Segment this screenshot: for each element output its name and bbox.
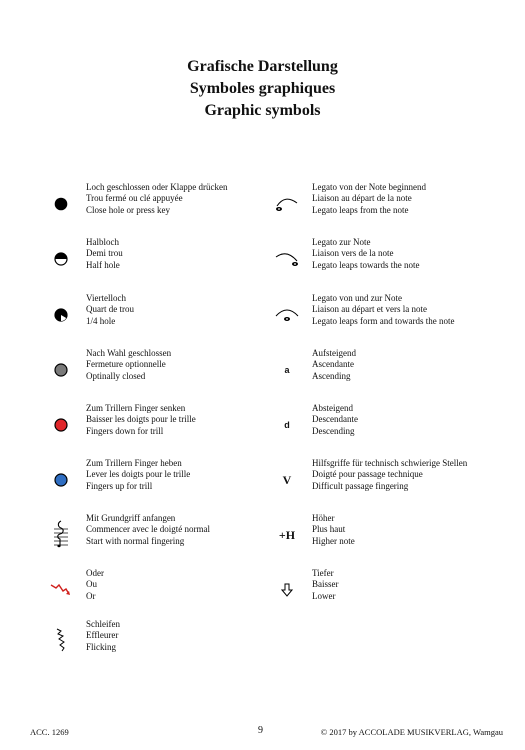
symbol-entry-trill-down bbox=[46, 403, 268, 443]
entry-line-fr: Baisser bbox=[312, 579, 339, 590]
legato-to-note-icon bbox=[272, 249, 302, 269]
page-titles bbox=[0, 56, 525, 122]
entry-line-de: Schleifen bbox=[86, 619, 120, 629]
entry-line-en: Higher note bbox=[312, 535, 355, 546]
symbol-entry-legato-to-note bbox=[272, 237, 512, 277]
flicking-icon bbox=[46, 627, 76, 653]
entry-line-de: Höher bbox=[312, 513, 335, 523]
entry-line-de: Nach Wahl geschlossen bbox=[86, 348, 172, 358]
symbol-entry-or bbox=[46, 568, 268, 608]
entry-line-de: Zum Trillern Finger heben bbox=[86, 458, 182, 468]
symbol-entry-quarter-hole bbox=[46, 293, 268, 333]
symbol-entry-start-normal-fingering bbox=[46, 513, 268, 553]
entry-line-de: Aufsteigend bbox=[312, 348, 356, 358]
entry-line-de: Mit Grundgriff anfangen bbox=[86, 513, 176, 523]
symbol-entry-flicking bbox=[46, 619, 268, 659]
entry-line-fr: Effleurer bbox=[86, 630, 119, 641]
entry-line-de: Tiefer bbox=[312, 568, 334, 578]
trill-up-icon bbox=[46, 470, 76, 490]
footer-catalog-number: ACC. 1269 bbox=[30, 727, 69, 737]
or-arrow-icon bbox=[46, 580, 76, 600]
start-normal-fingering-icon bbox=[46, 519, 76, 549]
quarter-hole-icon bbox=[46, 305, 76, 325]
entry-line-en: Ascending bbox=[312, 370, 351, 381]
legato-from-and-to-note-icon bbox=[272, 305, 302, 325]
symbol-entry-closed-hole bbox=[46, 182, 268, 222]
closed-hole-icon bbox=[46, 194, 76, 214]
entry-line-en: Close hole or press key bbox=[86, 204, 170, 215]
higher-icon: +H bbox=[278, 527, 296, 542]
entry-line-fr: Liaison vers de la note bbox=[312, 248, 394, 259]
entry-line-de: Zum Trillern Finger senken bbox=[86, 403, 186, 413]
symbol-entry-half-hole bbox=[46, 237, 268, 277]
entry-line-en: Fingers down for trill bbox=[86, 425, 164, 436]
entry-line-fr: Quart de trou bbox=[86, 304, 134, 315]
entry-line-fr: Doigté pour passage technique bbox=[312, 469, 423, 480]
page-number: 9 bbox=[258, 725, 263, 736]
entry-line-fr: Liaison au départ et vers la note bbox=[312, 304, 427, 315]
trill-down-icon bbox=[46, 415, 76, 435]
entry-line-de: Viertelloch bbox=[86, 293, 126, 303]
difficult-passage-icon: V bbox=[282, 472, 292, 487]
entry-line-de: Halbloch bbox=[86, 237, 119, 247]
entry-line-en: Optinally closed bbox=[86, 370, 146, 381]
symbol-entry-difficult-passage bbox=[272, 458, 512, 498]
entry-line-de: Oder bbox=[86, 568, 104, 578]
symbol-entry-lower bbox=[272, 568, 512, 608]
entry-line-fr: Ou bbox=[86, 579, 97, 590]
entry-line-en: Descending bbox=[312, 425, 355, 436]
symbol-entry-ascending bbox=[272, 348, 512, 388]
entry-line-en: Start with normal fingering bbox=[86, 535, 185, 546]
entry-line-de: Loch geschlossen oder Klappe drücken bbox=[86, 182, 228, 192]
entry-line-en: Fingers up for trill bbox=[86, 480, 153, 491]
descending-icon: d bbox=[284, 420, 290, 430]
title-german: Grafische Darstellung bbox=[187, 58, 338, 75]
entry-line-en: Legato leaps from the note bbox=[312, 204, 409, 215]
entry-line-fr: Demi trou bbox=[86, 248, 123, 259]
title-french: Symboles graphiques bbox=[189, 80, 336, 97]
entry-line-fr: Ascendante bbox=[312, 359, 354, 370]
entry-line-en: Legato leaps form and towards the note bbox=[312, 315, 455, 326]
entry-line-de: Absteigend bbox=[312, 403, 353, 413]
entry-line-fr: Descendante bbox=[312, 414, 358, 425]
symbol-entry-higher bbox=[272, 513, 512, 553]
half-hole-icon bbox=[46, 249, 76, 269]
entry-line-en: Difficult passage fingering bbox=[312, 480, 409, 491]
footer-copyright: © 2017 by ACCOLADE MUSIKVERLAG, Wamgau bbox=[320, 727, 503, 737]
entry-line-de: Legato zur Note bbox=[312, 237, 371, 247]
entry-line-en: Lower bbox=[312, 590, 336, 601]
symbol-entry-legato-from-and-to-note bbox=[272, 293, 512, 333]
optional-closed-icon bbox=[46, 360, 76, 380]
lower-arrow-icon bbox=[272, 580, 302, 600]
entry-line-fr: Liaison au départ de la note bbox=[312, 193, 412, 204]
entry-line-en: 1/4 hole bbox=[86, 315, 116, 326]
entry-line-fr: Plus haut bbox=[312, 524, 346, 535]
symbol-entry-legato-from-note bbox=[272, 182, 512, 222]
entry-line-en: Flicking bbox=[86, 641, 117, 652]
legato-from-note-icon bbox=[272, 194, 302, 214]
symbol-entry-optional-closed bbox=[46, 348, 268, 388]
entry-line-fr: Trou fermé ou clé appuyée bbox=[86, 193, 183, 204]
entry-line-en: Half hole bbox=[86, 259, 120, 270]
entry-line-en: Legato leaps towards the note bbox=[312, 259, 420, 270]
ascending-icon: a bbox=[284, 365, 290, 375]
symbol-entry-trill-up bbox=[46, 458, 268, 498]
entry-line-de: Legato von der Note beginnend bbox=[312, 182, 426, 192]
title-english: Graphic symbols bbox=[204, 102, 321, 119]
entry-line-fr: Lever les doigts pour le trille bbox=[86, 469, 191, 480]
entry-line-fr: Fermeture optionnelle bbox=[86, 359, 166, 370]
entry-line-de: Legato von und zur Note bbox=[312, 293, 402, 303]
entry-line-fr: Baisser les doigts pour le trille bbox=[86, 414, 196, 425]
symbol-entry-descending bbox=[272, 403, 512, 443]
entry-line-fr: Commencer avec le doigté normal bbox=[86, 524, 210, 535]
entry-line-de: Hilfsgriffe für technisch schwierige Stellen bbox=[312, 458, 468, 468]
entry-line-en: Or bbox=[86, 590, 96, 601]
